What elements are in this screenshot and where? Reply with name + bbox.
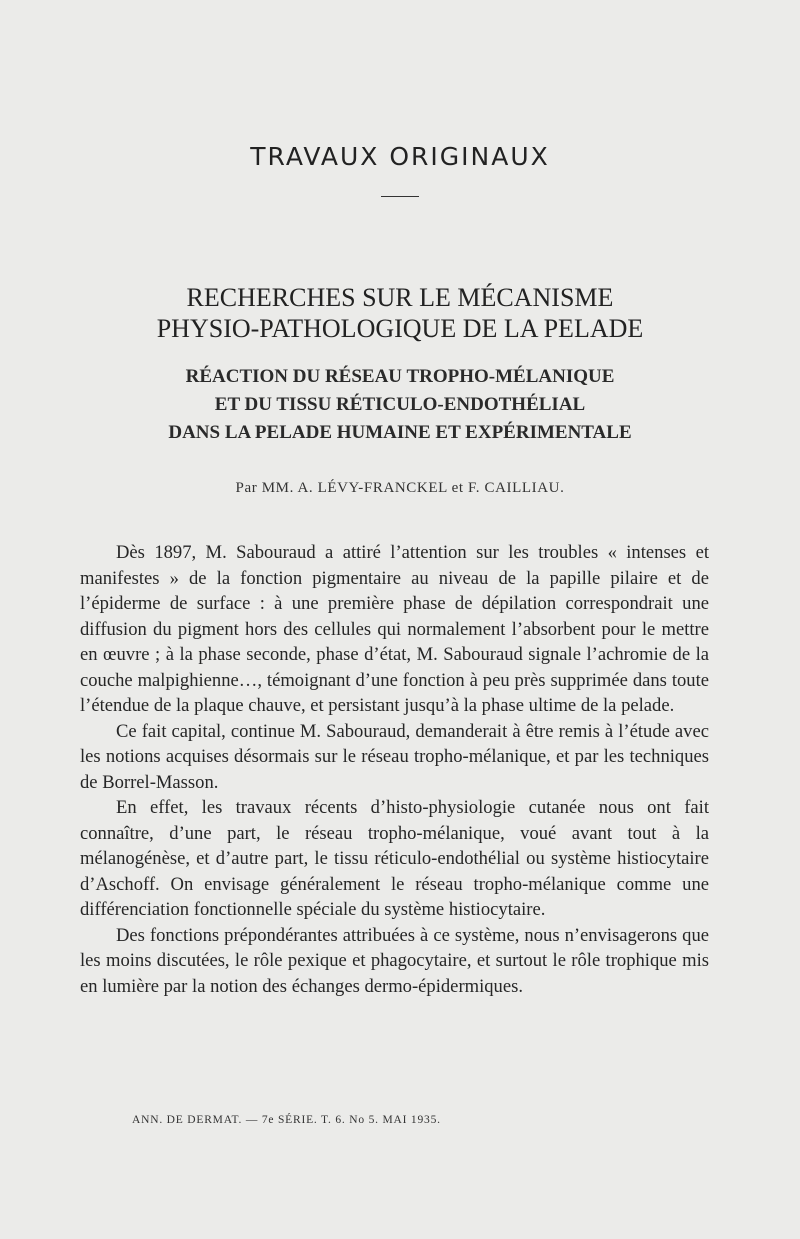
paragraph: En effet, les travaux récents d’histo-physiologie cutanée nous ont fait connaître, d’une part, le réseau tropho-mélanique, voué avant tout à la mélanogénèse, et d’autre part, le tissu réticulo-endothélial ou système histiocytaire d’Aschoff. On envisage généralement le réseau tropho-mélanique comme une différenciation fonctionnelle spéciale du système histiocytaire. (80, 797, 709, 920)
journal-citation: ANN. DE DERMAT. — 7e SÉRIE. T. 6. No 5. MAI 1935. (132, 1114, 441, 1126)
header-rule (381, 196, 419, 197)
article-authors: Par MM. A. LÉVY-FRANCKEL et F. CAILLIAU. (235, 480, 565, 496)
paragraph: Ce fait capital, continue M. Sabouraud, demanderait à être remis à l’étude avec les notions acquises désormais sur le réseau tropho-mélanique, et par les techniques de Borrel-Masson. (80, 720, 709, 793)
article-title-line-2: PHYSIO-PATHOLOGIQUE DE LA PELADE (156, 314, 644, 343)
article-subtitle-line-2: ET DU TISSU RÉTICULO-ENDOTHÉLIAL (214, 394, 586, 415)
article-subtitle-line-3: DANS LA PELADE HUMAINE ET EXPÉRIMENTALE (168, 422, 632, 443)
article-title-line-1: RECHERCHES SUR LE MÉCANISME (186, 283, 614, 312)
article-subtitle-line-1: RÉACTION DU RÉSEAU TROPHO-MÉLANIQUE (185, 366, 615, 387)
article-body (80, 540, 709, 999)
paragraph: Des fonctions prépondérantes attribuées à ce système, nous n’envisagerons que les moins discutées, le rôle pexique et phagocytaire, et surtout le rôle trophique mis en lumière par la notion des échanges dermo-épidermiques. (80, 924, 709, 997)
section-header: TRAVAUX ORIGINAUX (250, 142, 550, 171)
paragraph: Dès 1897, M. Sabouraud a attiré l’attention sur les troubles « intenses et manifestes » de la fonction pigmentaire au niveau de la papille pilaire et de l’épiderme de surface : à une première phase de dépilation correspondrait une diffusion du pigment hors des cellules qui normalement l’absorbent pour le mettre en œuvre ; à la phase seconde, phase d’état, M. Sabouraud signale l’achromie de la couche malpighienne…, témoignant d’une fonction à peu près supprimée dans toute l’étendue de la plaque chauve, et persistant jusqu’à la phase ultime de la pelade. (80, 542, 709, 716)
